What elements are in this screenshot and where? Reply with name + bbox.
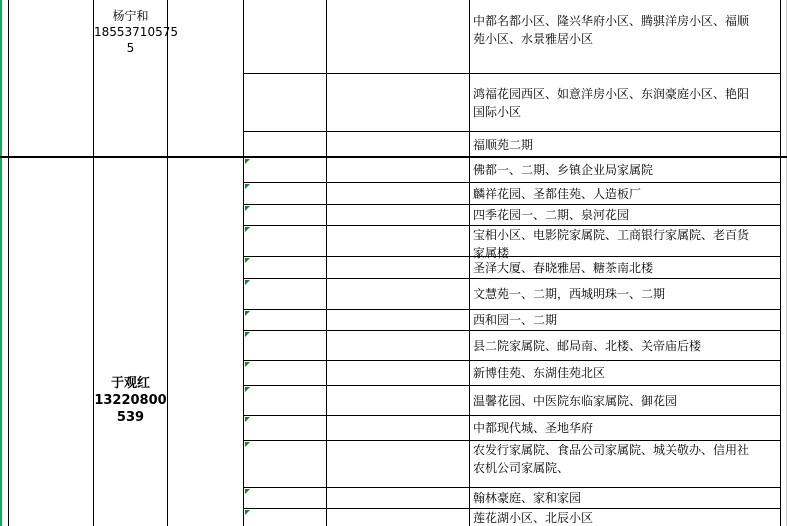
phone-number — [330, 0, 468, 73]
text-line: 杨宁和 — [112, 9, 149, 23]
person-name — [246, 278, 325, 309]
phone-number — [330, 487, 468, 508]
comment-marker — [245, 227, 250, 232]
comment-marker — [245, 280, 250, 285]
service-areas — [473, 309, 778, 330]
person-name — [246, 385, 325, 415]
station-name — [9, 22, 93, 52]
text-line: 5 — [126, 41, 135, 55]
service-areas — [473, 226, 778, 260]
text-line: 西和园一、二期 — [473, 313, 558, 327]
service-areas — [473, 12, 778, 83]
comment-marker — [245, 206, 250, 211]
comment-marker — [245, 387, 250, 392]
person-name — [246, 487, 325, 508]
phone-number — [330, 309, 468, 330]
text-line: 温馨花园、中医院东临家属院、御花园 — [473, 393, 678, 408]
text-line: 文慧苑一、二期，西城明珠一、二期 — [473, 287, 666, 301]
phone-number — [330, 73, 468, 131]
service-areas — [473, 157, 778, 182]
person-name — [246, 415, 325, 440]
manager-contact — [94, 8, 178, 78]
text-line: 18553710575 — [94, 25, 178, 39]
text-line: 苑小区、水景雅居小区 — [473, 32, 594, 46]
service-areas — [473, 278, 778, 309]
person-name — [246, 73, 325, 131]
text-line: 鸿福花园西区、如意洋房小区、东润豪庭小区、艳阳 — [473, 87, 750, 101]
col-line — [243, 0, 244, 526]
col-line — [167, 0, 168, 526]
comment-marker — [245, 184, 250, 189]
comment-marker — [245, 362, 250, 367]
col-line — [93, 0, 94, 526]
person-name — [246, 131, 325, 157]
text-line: 国际小区 — [473, 105, 522, 119]
text-line: 宝相小区、电影院家属院、工商银行家属院、老百货 — [473, 228, 750, 242]
comment-marker — [245, 417, 250, 422]
text-line: 佛都一、二期、乡镇企业局家属院 — [473, 163, 654, 177]
selection-edge — [0, 0, 2, 526]
col-line — [326, 0, 327, 526]
text-line: 于观红 — [110, 376, 150, 391]
phone-number — [330, 131, 468, 157]
person-name — [246, 0, 325, 73]
phone-number — [330, 182, 468, 204]
text-line: 县二院家属院、邮局南、北楼、关帝庙后楼 — [473, 338, 702, 353]
col-line — [469, 0, 470, 526]
service-areas — [473, 182, 778, 204]
service-areas — [473, 204, 778, 225]
phone-number — [330, 157, 468, 182]
col-line — [780, 0, 781, 526]
manager-contact — [94, 375, 167, 445]
service-areas — [473, 415, 778, 440]
phone-number — [330, 385, 468, 415]
phone-number — [330, 360, 468, 385]
service-areas — [473, 508, 778, 526]
person-name — [246, 157, 325, 182]
comment-marker — [245, 258, 250, 263]
text-line: 农机公司家属院、 — [473, 461, 570, 475]
manager-lines — [94, 8, 178, 56]
text-line: 四季花园一、二期、泉河花园 — [473, 208, 630, 222]
person-name — [246, 182, 325, 204]
text-line: 新博佳苑、东湖佳苑北区 — [473, 366, 606, 380]
person-name — [246, 330, 325, 360]
comment-marker — [245, 442, 250, 447]
person-name — [246, 204, 325, 225]
text-line: 539 — [116, 410, 145, 425]
person-name — [246, 225, 325, 256]
phone-number — [330, 256, 468, 278]
text-line: 13220800 — [94, 393, 167, 408]
comment-marker — [245, 489, 250, 494]
person-name — [246, 309, 325, 330]
service-areas — [473, 360, 778, 385]
text-line: 中都名都小区、隆兴华府小区、腾骐洋房小区、福顺 — [473, 14, 750, 28]
phone-number — [330, 225, 468, 256]
manager-lines — [94, 375, 167, 426]
comment-marker — [245, 510, 250, 515]
text-line: 家属楼 — [473, 246, 510, 260]
phone-number — [330, 415, 468, 440]
comment-marker — [245, 332, 250, 337]
service-areas — [473, 441, 778, 486]
text-line: 麟祥花园、圣都佳苑、人造板厂 — [473, 186, 642, 201]
service-areas — [473, 385, 778, 415]
comment-marker — [245, 159, 250, 164]
service-areas — [473, 330, 778, 360]
service-areas — [473, 131, 778, 157]
text-line: 翰林豪庭、家和家园 — [473, 491, 582, 505]
person-name — [246, 440, 325, 487]
person-name — [246, 360, 325, 385]
phone-number — [330, 508, 468, 526]
phone-number — [330, 330, 468, 360]
phone-number — [330, 278, 468, 309]
person-name — [246, 256, 325, 278]
text-line: 圣泽大厦、春晓雅居、糖茶南北楼 — [473, 260, 654, 275]
phone-number — [330, 440, 468, 487]
comment-marker — [245, 311, 250, 316]
service-areas — [473, 256, 778, 278]
text-line: 莲花湖小区、北辰小区 — [473, 510, 594, 525]
station-name — [9, 157, 93, 526]
text-line: 农发行家属院、食品公司家属院、城关敬办、信用社 — [473, 443, 750, 457]
text-line: 福顺苑二期 — [473, 137, 534, 152]
text-line: 中都现代城、圣地华府 — [473, 421, 594, 435]
service-areas — [473, 487, 778, 508]
person-name — [246, 508, 325, 526]
phone-number — [330, 204, 468, 225]
